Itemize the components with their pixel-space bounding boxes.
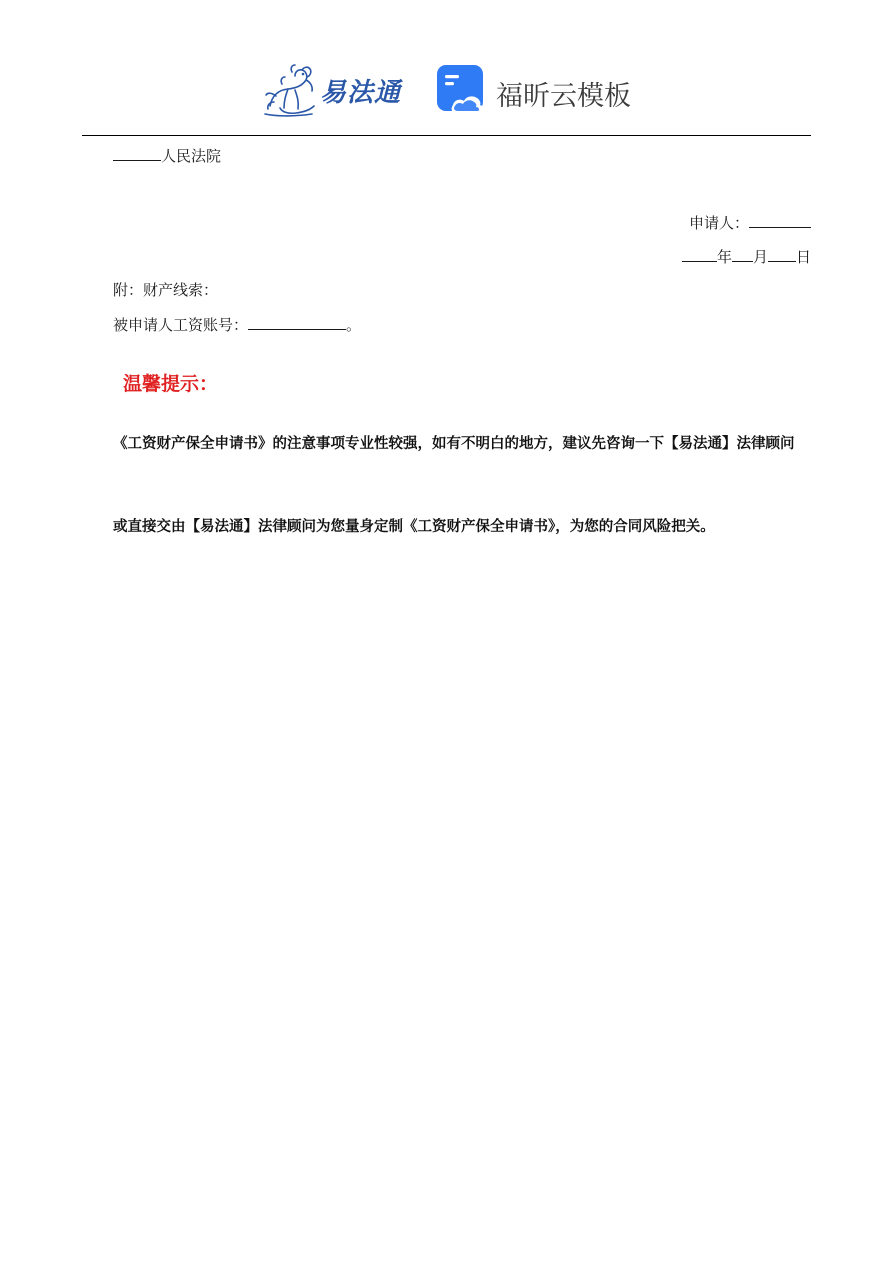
qilin-emblem-icon bbox=[262, 62, 320, 118]
applicant-label: 申请人： bbox=[688, 214, 749, 232]
wage-account-blank bbox=[248, 314, 346, 330]
wage-account-end: 。 bbox=[346, 316, 362, 334]
court-line bbox=[113, 145, 221, 166]
tips-title: 温馨提示： bbox=[123, 373, 219, 395]
yifatong-logo-text: 易法通 bbox=[320, 78, 402, 108]
tips-paragraph-2: 或直接交由【易法通】法律顾问为您量身定制《工资财产保全申请书》，为您的合同风险把关。 bbox=[113, 518, 715, 535]
wage-account-line bbox=[113, 314, 361, 335]
header bbox=[0, 60, 893, 120]
month-blank bbox=[732, 246, 753, 262]
applicant-blank bbox=[749, 212, 811, 228]
tips-paragraph-1: 《工资财产保全申请书》的注意事项专业性较强，如有不明白的地方，建议先咨询一下【易法通】法律顾问 bbox=[113, 435, 795, 452]
attachment-line bbox=[113, 280, 218, 300]
yifatong-logo bbox=[262, 60, 412, 118]
cloud-document-icon bbox=[436, 64, 488, 116]
applicant-line bbox=[689, 212, 811, 233]
court-name-blank bbox=[113, 145, 161, 161]
foxit-template-logo bbox=[436, 64, 636, 118]
year-label: 年 bbox=[716, 248, 732, 266]
court-suffix: 人民法院 bbox=[161, 147, 222, 165]
foxit-template-logo-text: 福昕云模板 bbox=[496, 81, 631, 112]
day-blank bbox=[768, 246, 796, 262]
attachment-label: 附：财产线索： bbox=[113, 281, 219, 299]
day-label: 日 bbox=[795, 248, 811, 266]
date-line bbox=[682, 246, 811, 267]
header-divider bbox=[82, 135, 811, 136]
month-label: 月 bbox=[752, 248, 768, 266]
wage-account-label: 被申请人工资账号： bbox=[113, 316, 249, 334]
year-blank bbox=[682, 246, 717, 262]
